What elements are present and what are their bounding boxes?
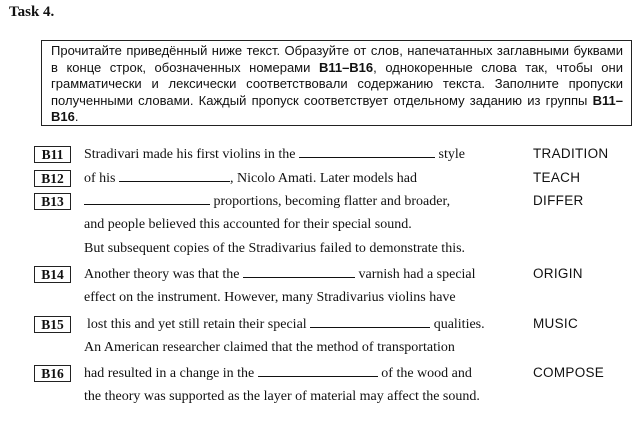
text-after-gap: of the wood and bbox=[377, 366, 472, 381]
item-label: B16 bbox=[34, 365, 71, 382]
answer-blank[interactable] bbox=[310, 315, 430, 328]
base-word: TEACH bbox=[533, 170, 581, 185]
text-after-gap: varnish had a special bbox=[355, 267, 476, 282]
text-line-row bbox=[0, 388, 640, 408]
sentence-line bbox=[84, 169, 524, 188]
instructions-group: B11–B16 bbox=[51, 92, 623, 124]
item-label: B13 bbox=[34, 193, 71, 210]
text-after-gap: qualities. bbox=[430, 317, 485, 332]
exercise-row-b13 bbox=[0, 192, 640, 212]
text-before-gap: of his bbox=[84, 171, 119, 186]
sentence-line bbox=[84, 265, 524, 284]
answer-blank[interactable] bbox=[243, 265, 355, 278]
text-before-gap: Another theory was that the bbox=[84, 267, 244, 282]
instructions-text-2: , однокоренные слова так, чтобы они грамматически и лексически соответствовали содержанию текста. Заполните пропуски полученными словами. Каждый пропуск соответствует отдельному заданию из группы bbox=[51, 59, 623, 108]
instructions-text-3: . bbox=[74, 109, 79, 124]
instructions-text-1: Прочитайте приведённый ниже текст. Образуйте от слов, напечатанных заглавными буквами в конце строк, обозначенных номерами bbox=[51, 43, 623, 75]
task-title: Task 4. bbox=[9, 4, 55, 20]
base-word: ORIGIN bbox=[533, 266, 583, 281]
text-after-gap: proportions, becoming flatter and broader, bbox=[210, 194, 451, 209]
text-line-row bbox=[0, 339, 640, 359]
item-label: B15 bbox=[34, 316, 71, 333]
base-word: MUSIC bbox=[533, 316, 578, 331]
answer-blank[interactable] bbox=[299, 145, 435, 158]
text-before-gap: lost this and yet still retain their special bbox=[87, 317, 311, 332]
item-label: B11 bbox=[34, 146, 71, 163]
text-line-row bbox=[0, 240, 640, 260]
answer-blank[interactable] bbox=[84, 192, 210, 205]
sentence-line: But subsequent copies of the Stradivarius failed to demonstrate this. bbox=[84, 241, 466, 256]
sentence-line bbox=[84, 364, 524, 383]
text-before-gap: Stradivari made his first violins in the bbox=[84, 147, 300, 162]
text-line-row bbox=[0, 289, 640, 309]
exercise-row-b12 bbox=[0, 169, 640, 189]
exercise-row-b16 bbox=[0, 364, 640, 384]
sentence-line: effect on the instrument. However, many Stradivarius violins have bbox=[84, 290, 456, 305]
item-label: B12 bbox=[34, 170, 71, 187]
text-before-gap: had resulted in a change in the bbox=[84, 366, 258, 381]
sentence-line: An American researcher claimed that the method of transportation bbox=[84, 340, 455, 355]
sentence-line: the theory was supported as the layer of material may affect the sound. bbox=[84, 389, 480, 404]
sentence-line bbox=[84, 192, 524, 211]
sentence-line bbox=[87, 315, 527, 334]
text-after-gap: style bbox=[435, 147, 465, 162]
sentence-line: and people believed this accounted for their special sound. bbox=[84, 217, 412, 232]
text-after-gap: , Nicolo Amati. Later models had bbox=[230, 171, 418, 186]
answer-blank[interactable] bbox=[119, 169, 230, 182]
exercise-row-b11 bbox=[0, 145, 640, 165]
item-label: B14 bbox=[34, 266, 71, 283]
exercise-row-b15 bbox=[0, 315, 640, 335]
instructions-box bbox=[41, 40, 632, 126]
base-word: DIFFER bbox=[533, 193, 584, 208]
exercise-row-b14 bbox=[0, 265, 640, 285]
answer-blank[interactable] bbox=[258, 364, 378, 377]
text-line-row bbox=[0, 216, 640, 236]
sentence-line bbox=[84, 145, 524, 164]
base-word: TRADITION bbox=[533, 146, 609, 161]
base-word: COMPOSE bbox=[533, 365, 605, 380]
instructions-range: B11–B16 bbox=[318, 59, 374, 75]
